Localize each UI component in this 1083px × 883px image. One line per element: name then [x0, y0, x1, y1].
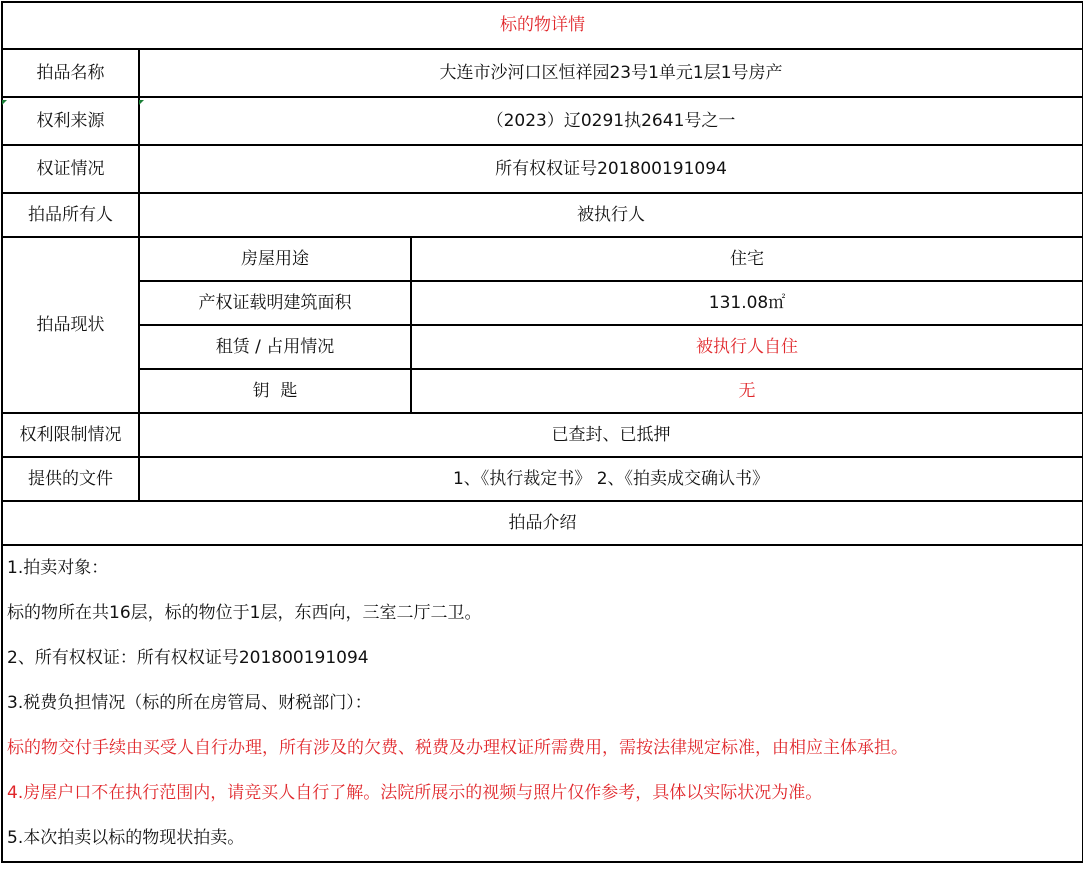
docs-label: 提供的文件 [2, 457, 139, 501]
area-value: 131.08㎡ [411, 281, 1083, 325]
owner-label: 拍品所有人 [2, 193, 139, 237]
intro-line-5: 标的物交付手续由买受人自行办理，所有涉及的欠费、税费及办理权证所需费用，需按法律规定标准，由相应主体承担。 [2, 726, 1083, 771]
cert-label: 权证情况 [2, 145, 139, 193]
cell-comment-marker [2, 100, 7, 105]
cell-comment-marker [139, 100, 144, 105]
usage-label: 房屋用途 [139, 237, 411, 281]
detail-table [1, 1, 1083, 863]
intro-header: 拍品介绍 [2, 501, 1083, 545]
restriction-value: 已查封、已抵押 [139, 413, 1083, 457]
restriction-label: 权利限制情况 [2, 413, 139, 457]
keys-value: 无 [411, 369, 1083, 413]
occupancy-label: 租赁 / 占用情况 [139, 325, 411, 369]
intro-line-6: 4.房屋户口不在执行范围内，请竞买人自行了解。法院所展示的视频与照片仅作参考，具体以实际状况为准。 [2, 771, 1083, 816]
name-label: 拍品名称 [2, 49, 139, 97]
cert-value: 所有权权证号201800191094 [139, 145, 1083, 193]
source-label: 权利来源 [2, 97, 139, 145]
intro-line-3: 2、所有权权证：所有权权证号201800191094 [2, 636, 1083, 681]
source-value: （2023）辽0291执2641号之一 [139, 97, 1083, 145]
intro-line-2: 标的物所在共16层，标的物位于1层，东西向，三室二厅二卫。 [2, 591, 1083, 636]
intro-line-1: 1.拍卖对象： [2, 545, 1083, 591]
occupancy-value: 被执行人自住 [411, 325, 1083, 369]
status-label: 拍品现状 [2, 237, 139, 413]
keys-label: 钥 匙 [139, 369, 411, 413]
page-title: 标的物详情 [2, 2, 1083, 49]
intro-line-4: 3.税费负担情况（标的所在房管局、财税部门）： [2, 681, 1083, 726]
name-value: 大连市沙河口区恒祥园23号1单元1层1号房产 [139, 49, 1083, 97]
area-label: 产权证载明建筑面积 [139, 281, 411, 325]
intro-line-7: 5.本次拍卖以标的物现状拍卖。 [2, 816, 1083, 862]
docs-value: 1、《执行裁定书》 2、《拍卖成交确认书》 [139, 457, 1083, 501]
owner-value: 被执行人 [139, 193, 1083, 237]
usage-value: 住宅 [411, 237, 1083, 281]
